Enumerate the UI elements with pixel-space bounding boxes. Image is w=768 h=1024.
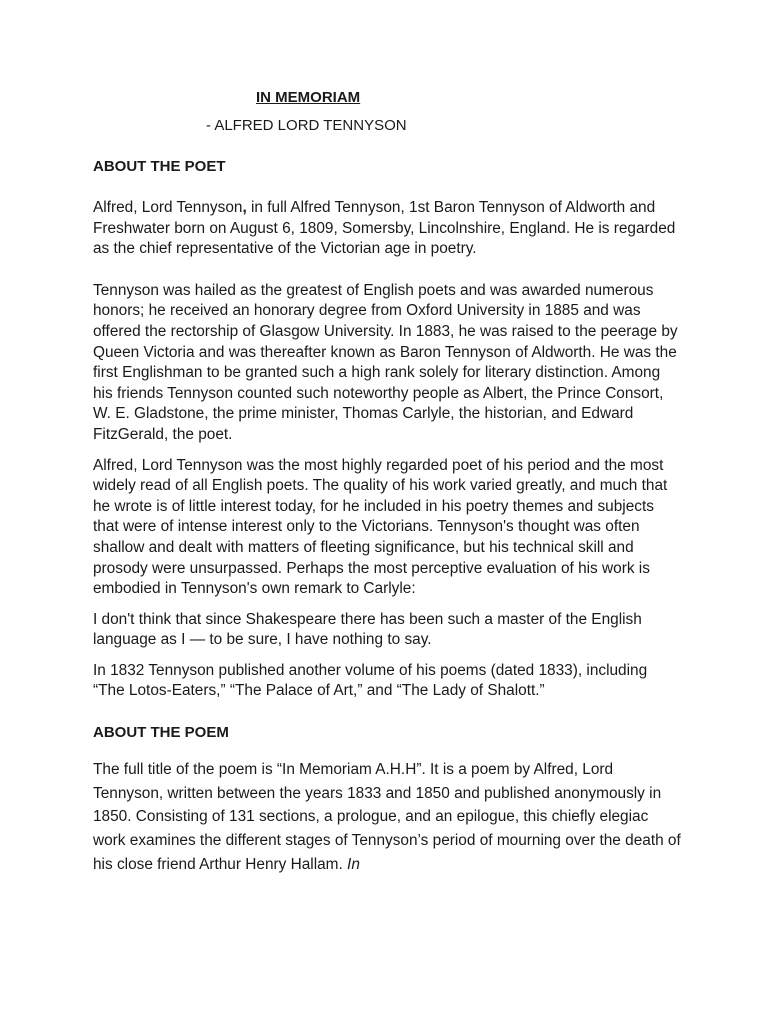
poem-intro-text: The full title of the poem is “In Memoriam A.H.H”. It is a poem by Alfred, Lord Tennyson, written between the years 1833 and 1850 and published anonymously in 1850. Consisting of 131 sections, a prologue, and an epilogue, this chiefly elegiac work examines the different stages of Tennyson’s period of mourning over the death of his close friend Arthur Henry Hallam. — [93, 761, 681, 873]
paragraph-poem-intro — [93, 758, 683, 877]
birth-date: August 6, 1809 — [229, 219, 334, 237]
paragraph-reputation: Alfred, Lord Tennyson was the most highly regarded poet of his period and the most widely read of all English poets. The quality of his work varied greatly, and much that he wrote is of little interest today, for he included in his poetry themes and subjects that were of intense interest only to the Victorians. Tennyson's thought was often shallow and dealt with matters of fleeting significance, but his technical skill and prosody were unsurpassed. Perhaps the most perceptive evaluation of his work is embodied in Tennyson's own remark to Carlyle: — [93, 456, 668, 598]
document-body — [93, 157, 683, 877]
paragraph-quote: I don't think that since Shakespeare there has been such a master of the English language as I — to be sure, I have nothing to say. — [93, 610, 642, 649]
paragraph-poet-intro — [93, 198, 683, 260]
poem-intro-italic: In — [347, 855, 360, 873]
poet-intro-text: in full Alfred Tennyson, 1st Baron Tennyson of Aldworth and Freshwater born on — [93, 199, 656, 237]
document-title: IN MEMORIAM — [256, 89, 361, 106]
paragraph-1832-volume: In 1832 Tennyson published another volume of his poems (dated 1833), including “The Lotos-Eaters,” “The Palace of Art,” and “The Lady of Shalott.” — [93, 661, 648, 700]
poet-name: Alfred, Lord Tennyson — [93, 199, 243, 216]
poet-intro-rest: , Somersby, Lincolnshire, England. He is regarded as the chief representative of the Victorian age in poetry. — [93, 219, 676, 258]
paragraph-honors: Tennyson was hailed as the greatest of English poets and was awarded numerous honors; he received an honorary degree from Oxford University in 1885 and was offered the rectorship of Glasgow University. In 1883, he was raised to the peerage by Queen Victoria and was thereafter known as Baron Tennyson of Aldworth. He was the first Englishman to be granted such a high rank solely for literary distinction. Among his friends Tennyson counted such noteworthy people as Albert, the Prince Consort, W. E. Gladstone, the prime minister, Thomas Carlyle, the historian, and Edward FitzGerald, the poet. — [93, 281, 678, 443]
poet-name-comma: , — [242, 199, 247, 216]
section-heading-about-poem: ABOUT THE POEM — [93, 724, 229, 742]
author-line: - ALFRED LORD TENNYSON — [206, 117, 407, 134]
section-heading-about-poet: ABOUT THE POET — [93, 158, 226, 175]
